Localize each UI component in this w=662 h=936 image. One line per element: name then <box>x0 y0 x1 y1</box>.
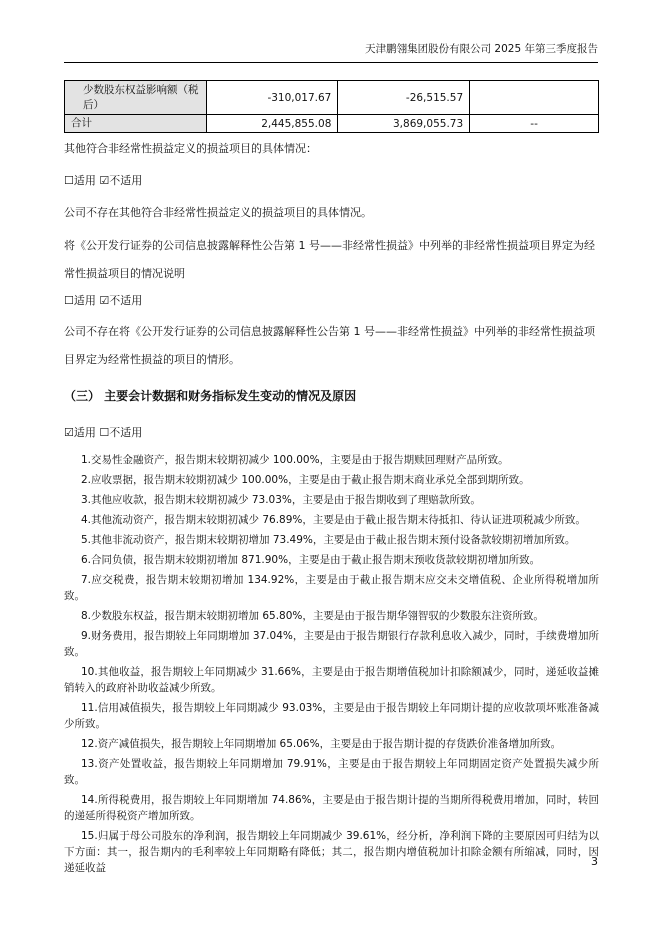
row-value-1: 2,445,855.08 <box>206 115 338 133</box>
row-label: 少数股东权益影响额（税后） <box>65 81 207 115</box>
row-value-2: -26,515.57 <box>338 81 470 115</box>
page-number: 3 <box>591 855 598 868</box>
list-item: 1.交易性金融资产，报告期末较期初减少 100.00%，主要是由于报告期赎回理财产品所致。 <box>81 454 509 466</box>
applicability-checkbox: ☑适用 ☐不适用 <box>64 426 143 439</box>
applicability-checkbox: ☐适用 ☑不适用 <box>64 174 143 187</box>
paragraph: 公司不存在将《公开发行证券的公司信息披露解释性公告第 1 号——非经常性损益》中列举的非经常性损益项目界定为经常性损益的项目的情形。 <box>64 325 595 366</box>
row-value-1: -310,017.67 <box>206 81 338 115</box>
list-item: 8.少数股东权益，报告期末较期初增加 65.80%，主要是由于报告期华翎智驭的少数股东注资所致。 <box>81 610 544 622</box>
list-item: 3.其他应收款，报告期末较期初减少 73.03%，主要是由于报告期收到了理赔款所致。 <box>81 494 481 506</box>
list-item: 12.资产减值损失，报告期较上年同期增加 65.06%，主要是由于报告期计提的存货跌价准备增加所致。 <box>81 738 562 750</box>
list-item: 2.应收票据，报告期末较期初减少 100.00%，主要是由于截止报告期末商业承兑全部到期所致。 <box>81 474 530 486</box>
list-item: 10.其他收益，报告期较上年同期减少 31.66%，主要是由于报告期增值税加计扣除额减少，同时，递延收益摊销转入的政府补助收益减少所致。 <box>64 666 599 694</box>
paragraph: 公司不存在其他符合非经常性损益定义的损益项目的具体情况。 <box>64 206 372 219</box>
change-reasons-list <box>64 452 599 880</box>
list-item: 15.归属于母公司股东的净利润，报告期较上年同期减少 39.61%，经分析，净利润下降的主要原因可归结为以下方面：其一，报告期内的毛利率较上年同期略有降低；其二，报告期内增值税加计扣除金额有所缩减，同时，因递延收益 <box>64 830 599 874</box>
table-row <box>65 115 599 133</box>
row-note <box>470 81 599 115</box>
list-item: 5.其他非流动资产，报告期末较期初增加 73.49%，主要是由于截止报告期末预付设备款较期初增加所致。 <box>81 534 576 546</box>
list-item: 7.应交税费，报告期末较期初增加 134.92%，主要是由于截止报告期末应交未交增值税、企业所得税增加所致。 <box>64 574 599 602</box>
row-label: 合计 <box>65 115 207 133</box>
table-row <box>65 81 599 115</box>
list-item: 9.财务费用，报告期较上年同期增加 37.04%，主要是由于报告期银行存款利息收入减少，同时，手续费增加所致。 <box>64 630 599 658</box>
list-item: 14.所得税费用，报告期较上年同期增加 74.86%，主要是由于报告期计提的当期所得税费用增加，同时，转回的递延所得税资产增加所致。 <box>64 794 599 822</box>
list-item: 6.合同负债，报告期末较期初增加 871.90%，主要是由于截止报告期末预收货款较期初增加所致。 <box>81 554 541 566</box>
paragraph: 将《公开发行证券的公司信息披露解释性公告第 1 号——非经常性损益》中列举的非经常性损益项目界定为经常性损益项目的情况说明 <box>64 239 595 280</box>
paragraph: 其他符合非经常性损益定义的损益项目的具体情况： <box>64 142 317 155</box>
row-note: -- <box>470 115 599 133</box>
page-header <box>64 40 598 63</box>
list-item: 13.资产处置收益，报告期较上年同期增加 79.91%，主要是由于报告期较上年同期固定资产处置损失减少所致。 <box>64 758 599 786</box>
section-title: （三） 主要会计数据和财务指标发生变动的情况及原因 <box>64 389 357 403</box>
row-value-2: 3,869,055.73 <box>338 115 470 133</box>
header-title: 天津鹏翎集团股份有限公司 2025 年第三季度报告 <box>365 43 598 55</box>
applicability-checkbox: ☐适用 ☑不适用 <box>64 294 143 307</box>
list-item: 4.其他流动资产，报告期末较期初减少 76.89%，主要是由于截止报告期末待抵扣、待认证进项税减少所致。 <box>81 514 586 526</box>
list-item: 11.信用减值损失，报告期较上年同期减少 93.03%，主要是由于报告期较上年同期计提的应收款项坏账准备减少所致。 <box>64 702 599 730</box>
non-recurring-table <box>64 80 599 133</box>
